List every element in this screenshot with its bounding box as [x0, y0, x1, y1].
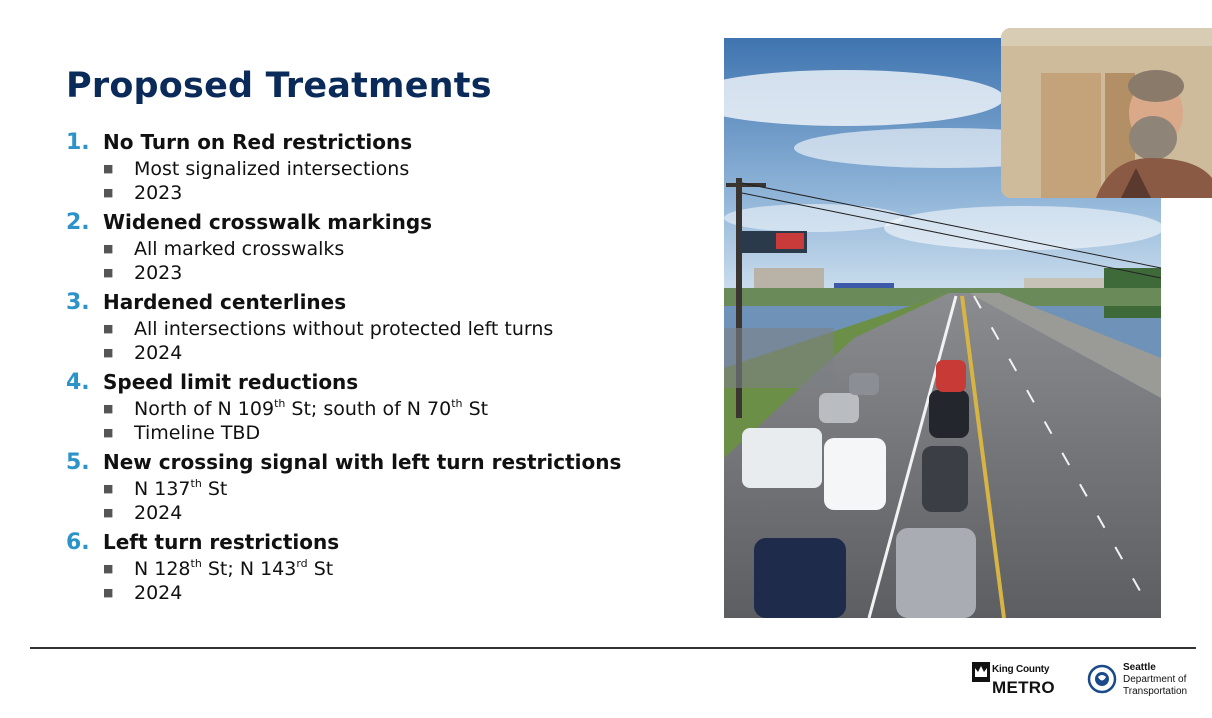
- sub-bullet: ■ 2024: [103, 342, 183, 364]
- list-item: [66, 290, 706, 366]
- logo-text-seattle: Seattle: [1123, 662, 1156, 673]
- item-heading: No Turn on Red restrictions: [103, 130, 413, 154]
- item-number: 1.: [66, 130, 90, 155]
- webcam-video-feed: [1001, 28, 1212, 198]
- sdot-logo: [1087, 660, 1202, 702]
- square-bullet-icon: ■: [103, 426, 114, 439]
- square-bullet-icon: ■: [103, 266, 114, 279]
- square-bullet-icon: ■: [103, 562, 114, 575]
- slide-title: Proposed Treatments: [66, 66, 492, 106]
- square-bullet-icon: ■: [103, 322, 114, 335]
- square-bullet-icon: ■: [103, 186, 114, 199]
- logo-text-metro: METRO: [992, 678, 1055, 697]
- item-number: 3.: [66, 290, 90, 315]
- item-number: 5.: [66, 450, 90, 475]
- seattle-seal-icon: [1087, 664, 1117, 694]
- king-county-metro-logo: [972, 660, 1072, 702]
- sub-bullet: ■ Most signalized intersections: [103, 158, 410, 180]
- sub-bullet: ■ N 128th St; N 143rd St: [103, 557, 334, 580]
- sub-bullet: ■ 2024: [103, 582, 183, 604]
- footer-divider: [30, 647, 1196, 649]
- square-bullet-icon: ■: [103, 162, 114, 175]
- sub-bullet: ■ N 137th St: [103, 477, 228, 500]
- list-item: [66, 530, 706, 606]
- sub-bullet: ■ North of N 109th St; south of N 70th St: [103, 397, 489, 420]
- list-item: [66, 130, 706, 206]
- logo-text-department: Department of: [1123, 674, 1187, 685]
- item-heading: Hardened centerlines: [103, 290, 347, 314]
- item-number: 2.: [66, 210, 90, 235]
- item-heading: Left turn restrictions: [103, 530, 340, 554]
- list-item: [66, 210, 706, 286]
- list-item: [66, 450, 706, 526]
- item-heading: Widened crosswalk markings: [103, 210, 433, 234]
- treatments-list: [66, 130, 706, 610]
- logo-text-transportation: Transportation: [1123, 686, 1188, 697]
- square-bullet-icon: ■: [103, 482, 114, 495]
- sub-bullet: ■ 2024: [103, 502, 183, 524]
- item-number: 6.: [66, 530, 90, 555]
- item-heading: Speed limit reductions: [103, 370, 359, 394]
- sub-bullet: ■ All intersections without protected left turns: [103, 318, 554, 340]
- square-bullet-icon: ■: [103, 402, 114, 415]
- square-bullet-icon: ■: [103, 242, 114, 255]
- list-item: [66, 370, 706, 446]
- sub-bullet: ■ 2023: [103, 182, 183, 204]
- item-heading: New crossing signal with left turn restrictions: [103, 450, 622, 474]
- sub-bullet: ■ 2023: [103, 262, 183, 284]
- sub-bullet: ■ Timeline TBD: [103, 422, 261, 444]
- crown-icon: [972, 662, 990, 682]
- sub-bullet: ■ All marked crosswalks: [103, 238, 345, 260]
- square-bullet-icon: ■: [103, 586, 114, 599]
- item-number: 4.: [66, 370, 90, 395]
- square-bullet-icon: ■: [103, 346, 114, 359]
- square-bullet-icon: ■: [103, 506, 114, 519]
- logo-text-king-county: King County: [992, 664, 1050, 675]
